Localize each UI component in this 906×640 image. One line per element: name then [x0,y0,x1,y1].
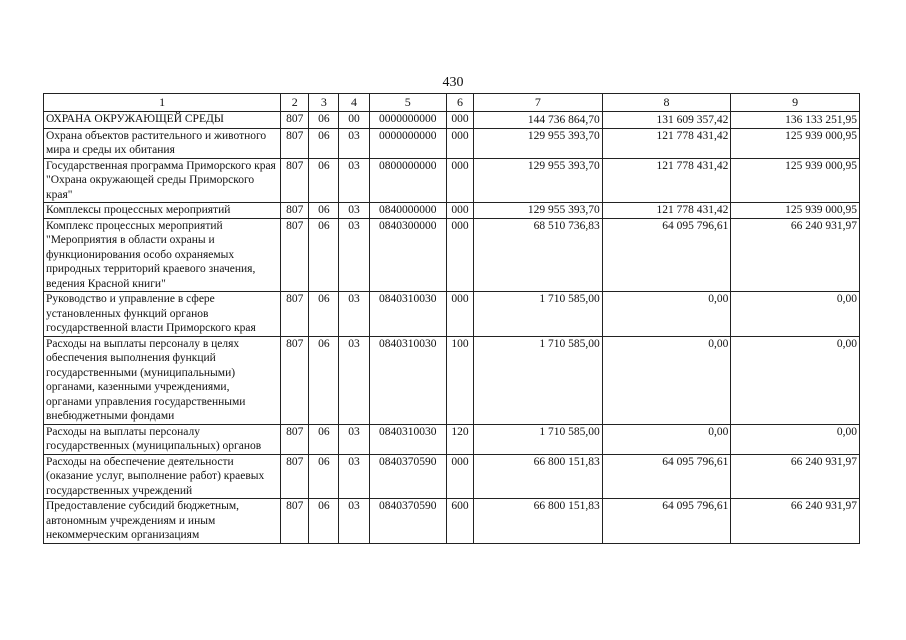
row-code-2: 807 [281,454,309,499]
row-value-8: 121 778 431,42 [602,158,731,203]
table-row [44,158,860,203]
row-code-6: 000 [446,112,473,129]
row-code-2: 807 [281,499,309,544]
row-value-7: 1 710 585,00 [474,424,603,454]
row-code-3: 06 [309,128,339,158]
row-value-8: 131 609 357,42 [602,112,731,129]
row-code-3: 06 [309,292,339,337]
row-code-2: 807 [281,128,309,158]
row-value-7: 1 710 585,00 [474,336,603,424]
row-name: Комплексы процессных мероприятий [44,203,281,219]
row-code-3: 06 [309,424,339,454]
table-row [44,336,860,424]
table-row [44,128,860,158]
row-code-4: 03 [339,499,369,544]
row-code-4: 03 [339,454,369,499]
row-value-8: 64 095 796,61 [602,218,731,292]
row-code-3: 06 [309,112,339,129]
row-code-5: 0000000000 [369,128,446,158]
row-code-6: 000 [446,128,473,158]
row-code-5: 0840310030 [369,336,446,424]
row-value-8: 0,00 [602,292,731,337]
row-value-9: 66 240 931,97 [731,454,860,499]
row-code-2: 807 [281,203,309,219]
row-value-7: 129 955 393,70 [474,128,603,158]
row-code-5: 0840000000 [369,203,446,219]
row-code-2: 807 [281,218,309,292]
row-name: Руководство и управление в сфере установленных функций органов государственной власти Приморского края [44,292,281,337]
table-row [44,424,860,454]
column-header: 5 [369,94,446,112]
column-header: 7 [474,94,603,112]
row-code-3: 06 [309,218,339,292]
row-code-3: 06 [309,499,339,544]
table-row [44,499,860,544]
row-code-6: 120 [446,424,473,454]
row-value-7: 129 955 393,70 [474,158,603,203]
table-row [44,292,860,337]
row-code-3: 06 [309,203,339,219]
row-value-7: 144 736 864,70 [474,112,603,129]
row-code-5: 0840370590 [369,499,446,544]
row-value-9: 0,00 [731,292,860,337]
row-code-5: 0840310030 [369,424,446,454]
row-code-3: 06 [309,336,339,424]
table-row [44,454,860,499]
row-name: Расходы на выплаты персоналу государственных (муниципальных) органов [44,424,281,454]
row-code-6: 000 [446,292,473,337]
row-value-7: 1 710 585,00 [474,292,603,337]
row-value-8: 121 778 431,42 [602,128,731,158]
table-row [44,112,860,129]
column-header: 1 [44,94,281,112]
budget-table [43,93,860,544]
row-code-4: 03 [339,336,369,424]
row-name: Расходы на выплаты персоналу в целях обеспечения выполнения функций государственными (муниципальными) органами, казенными учреждениями, органами управления государственными внебюджетными фондами [44,336,281,424]
row-name: ОХРАНА ОКРУЖАЮЩЕЙ СРЕДЫ [44,112,281,129]
row-name: Предоставление субсидий бюджетным, автономным учреждениям и иным некоммерческим организациям [44,499,281,544]
table-row [44,218,860,292]
column-header: 6 [446,94,473,112]
header-row [44,94,860,112]
row-value-9: 125 939 000,95 [731,128,860,158]
row-value-7: 129 955 393,70 [474,203,603,219]
column-header: 4 [339,94,369,112]
row-code-2: 807 [281,424,309,454]
row-name: Охрана объектов растительного и животного мира и среды их обитания [44,128,281,158]
row-code-6: 000 [446,203,473,219]
row-value-9: 125 939 000,95 [731,158,860,203]
row-code-6: 100 [446,336,473,424]
row-code-6: 600 [446,499,473,544]
column-header: 8 [602,94,731,112]
table-row [44,203,860,219]
row-value-8: 64 095 796,61 [602,454,731,499]
row-code-5: 0000000000 [369,112,446,129]
row-code-4: 03 [339,292,369,337]
row-value-8: 0,00 [602,336,731,424]
row-code-4: 00 [339,112,369,129]
row-code-4: 03 [339,203,369,219]
row-code-4: 03 [339,158,369,203]
row-value-8: 0,00 [602,424,731,454]
row-value-9: 0,00 [731,336,860,424]
row-code-4: 03 [339,218,369,292]
row-name: Расходы на обеспечение деятельности (оказание услуг, выполнение работ) краевых государственных учреждений [44,454,281,499]
row-value-9: 66 240 931,97 [731,499,860,544]
row-code-4: 03 [339,128,369,158]
row-code-5: 0840370590 [369,454,446,499]
row-value-7: 66 800 151,83 [474,499,603,544]
row-code-2: 807 [281,292,309,337]
column-header: 2 [281,94,309,112]
row-code-6: 000 [446,218,473,292]
row-value-7: 66 800 151,83 [474,454,603,499]
row-code-6: 000 [446,454,473,499]
row-code-5: 0800000000 [369,158,446,203]
row-code-3: 06 [309,454,339,499]
row-value-8: 121 778 431,42 [602,203,731,219]
row-value-9: 136 133 251,95 [731,112,860,129]
row-code-5: 0840310030 [369,292,446,337]
row-code-2: 807 [281,112,309,129]
row-value-7: 68 510 736,83 [474,218,603,292]
row-code-2: 807 [281,158,309,203]
row-value-9: 66 240 931,97 [731,218,860,292]
row-value-8: 64 095 796,61 [602,499,731,544]
row-code-6: 000 [446,158,473,203]
row-value-9: 0,00 [731,424,860,454]
row-code-4: 03 [339,424,369,454]
row-name: Государственная программа Приморского края "Охрана окружающей среды Приморского края" [44,158,281,203]
row-value-9: 125 939 000,95 [731,203,860,219]
row-code-5: 0840300000 [369,218,446,292]
row-name: Комплекс процессных мероприятий "Мероприятия в области охраны и функционирования особо охраняемых природных территорий краевого значения, ведения Красной книги" [44,218,281,292]
column-header: 9 [731,94,860,112]
column-header: 3 [309,94,339,112]
page-number: 430 [442,75,464,90]
row-code-2: 807 [281,336,309,424]
row-code-3: 06 [309,158,339,203]
